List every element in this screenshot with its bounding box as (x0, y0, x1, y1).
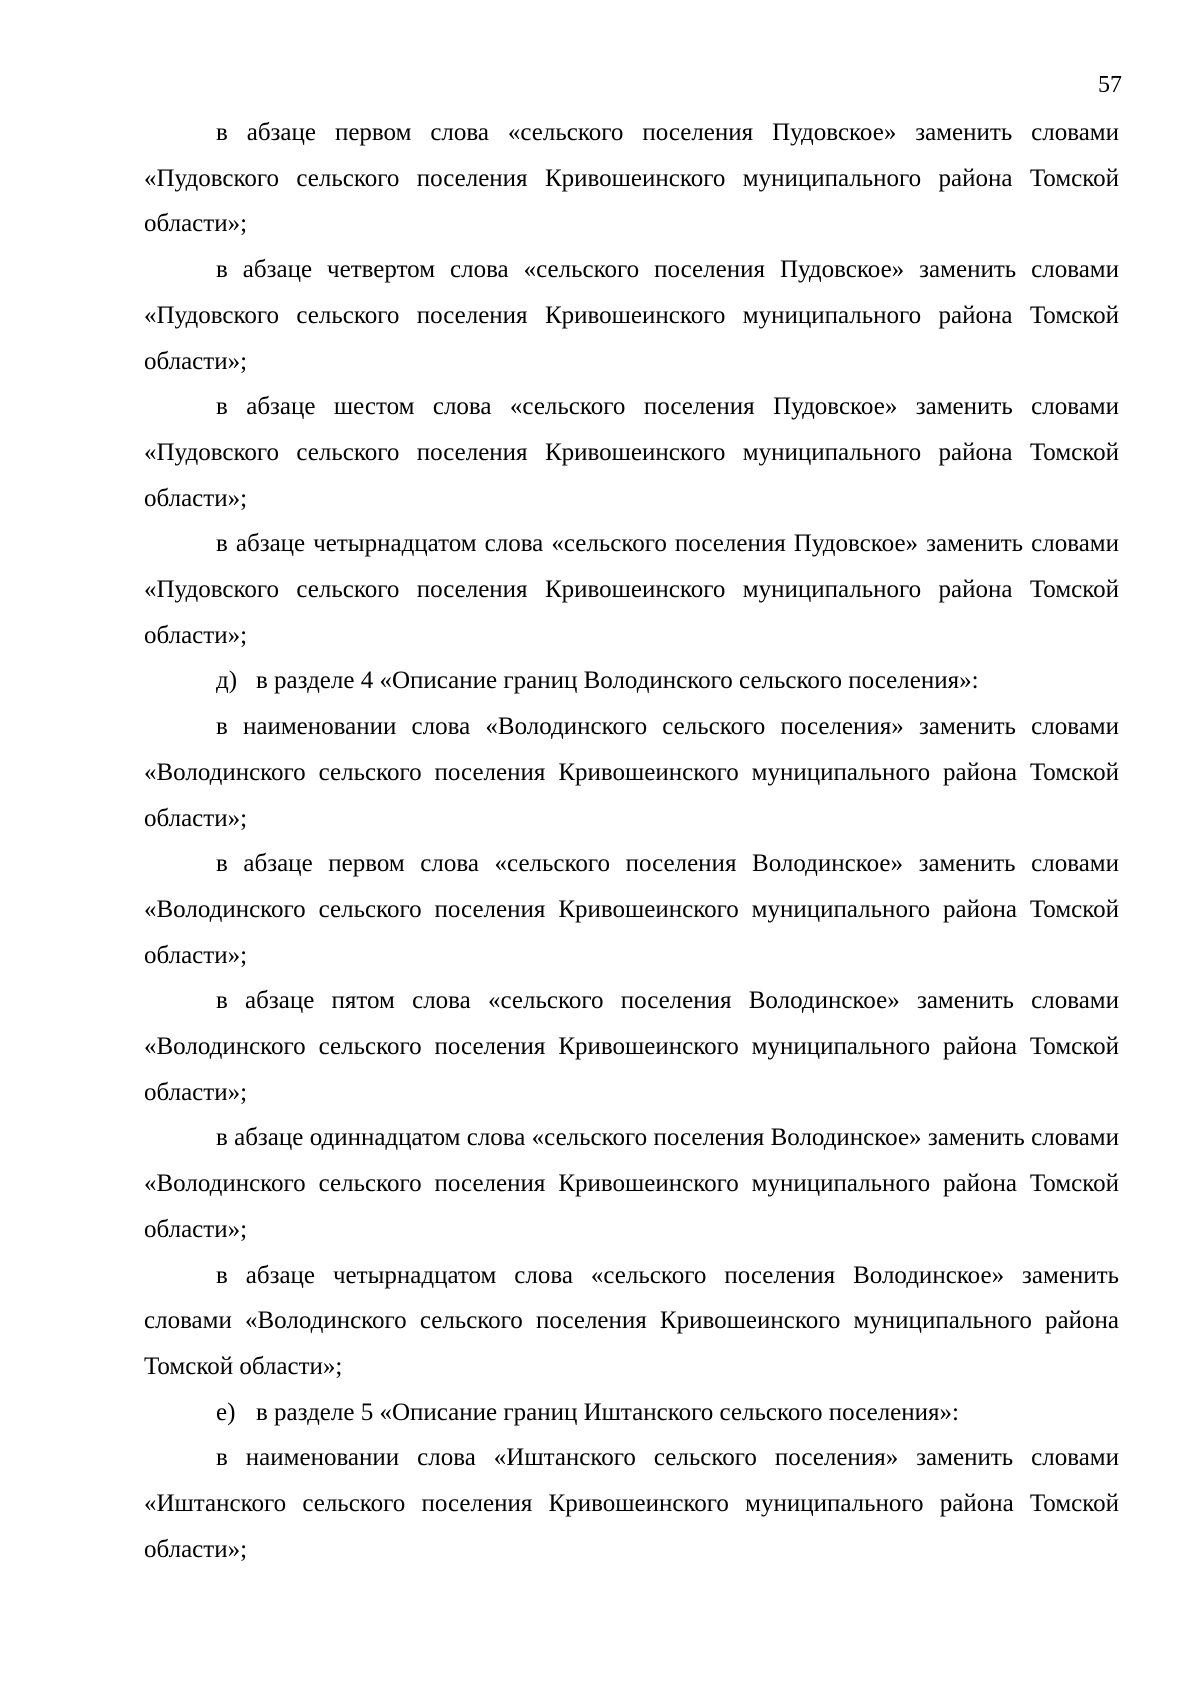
paragraph: в абзаце пятом слова «сельского поселения Володинское» заменить словами «Володинского сельского поселения Кривошеинского муниципального района Томской области»; (144, 987, 1119, 1106)
paragraph: в наименовании слова «Володинского сельского поселения» заменить словами «Володинского сельского поселения Кривошеинского муниципального района Томской области»; (144, 713, 1119, 832)
list-item-e (144, 1390, 1119, 1436)
list-item-d (144, 658, 1119, 704)
list-item-marker: д) (216, 667, 238, 695)
paragraph: в абзаце четырнадцатом слова «сельского поселения Пудовское» заменить словами «Пудовского сельского поселения Кривошеинского муниципального района Томской области»; (144, 530, 1119, 649)
paragraph: в наименовании слова «Иштанского сельского поселения» заменить словами «Иштанского сельского поселения Кривошеинского муниципального района Томской области»; (144, 1444, 1119, 1563)
page-number: 57 (1098, 72, 1122, 98)
list-item-marker: е) (216, 1398, 236, 1426)
paragraph: в абзаце первом слова «сельского поселения Володинское» заменить словами «Володинского сельского поселения Кривошеинского муниципального района Томской области»; (144, 850, 1119, 969)
paragraph: в абзаце четырнадцатом слова «сельского поселения Володинское» заменить словами «Володинского сельского поселения Кривошеинского муниципального района Томской области»; (144, 1261, 1119, 1380)
paragraph: в абзаце четвертом слова «сельского поселения Пудовское» заменить словами «Пудовского сельского поселения Кривошеинского муниципального района Томской области»; (144, 256, 1119, 375)
list-item-text: в разделе 5 «Описание границ Иштанского сельского поселения»: (256, 1398, 959, 1426)
paragraph: в абзаце первом слова «сельского поселения Пудовское» заменить словами «Пудовского сельского поселения Кривошеинского муниципального района Томской области»; (144, 119, 1119, 238)
paragraph: в абзаце одиннадцатом слова «сельского поселения Володинское» заменить словами «Володинского сельского поселения Кривошеинского муниципального района Томской области»; (144, 1124, 1119, 1243)
paragraph: в абзаце шестом слова «сельского поселения Пудовское» заменить словами «Пудовского сельского поселения Кривошеинского муниципального района Томской области»; (144, 393, 1119, 512)
document-body (144, 110, 1119, 1573)
list-item-text: в разделе 4 «Описание границ Володинского сельского поселения»: (256, 667, 979, 695)
